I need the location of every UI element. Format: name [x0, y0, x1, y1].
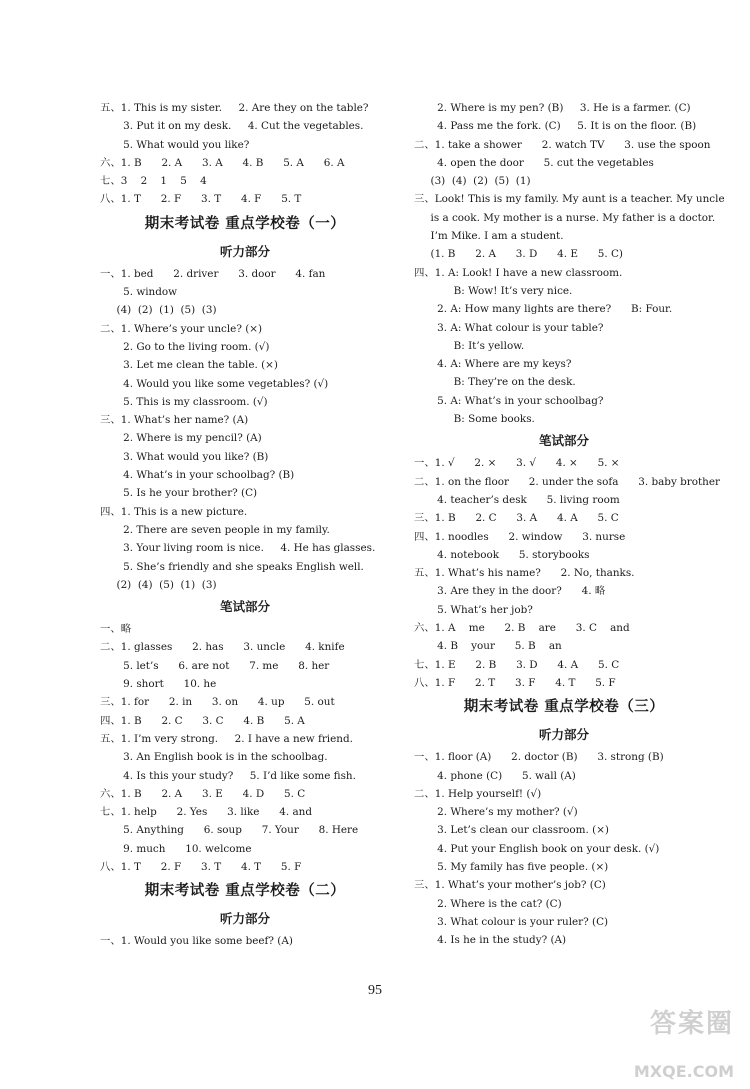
answer-line: 二、1. on the floor 2. under the sofa 3. baby brother [414, 475, 720, 488]
answer-line: 4. phone (C) 5. wall (A) [414, 769, 576, 782]
answer-line: 4. What’s in your schoolbag? (B) [100, 469, 295, 482]
answer-line: 5. let’s 6. are not 7. me 8. her [100, 659, 330, 672]
answer-line: 3. Let’s clean our classroom. (×) [414, 824, 609, 837]
answer-line: 5. window [100, 286, 178, 299]
answer-line: 2. A: How many lights are there? B: Four. [414, 303, 673, 316]
answer-line: 9. short 10. he [100, 678, 217, 691]
answer-line: 2. There are seven people in my family. [100, 523, 330, 536]
right-column [414, 99, 725, 949]
answer-line: 3. Let me clean the table. (×) [100, 359, 278, 372]
answer-line: 三、Look! This is my family. My aunt is a teacher. My uncle [414, 193, 725, 206]
answer-line: (4) (2) (1) (5) (3) [100, 304, 217, 317]
answer-line: 4. teacher’s desk 5. living room [414, 493, 620, 506]
answer-line: 3. Are they in the door? 4. 略 [414, 585, 606, 598]
page-number: 95 [368, 983, 382, 998]
subsection-heading: 听力部分 [219, 243, 270, 259]
answer-line: 4. Would you like some vegetables? (√) [100, 377, 329, 390]
watermark-logo [600, 1003, 740, 1081]
answer-line: 一、略 [100, 623, 132, 636]
answer-line: 八、1. T 2. F 3. T 4. F 5. T [100, 193, 302, 206]
answer-line: 5. A: What’s in your schoolbag? [414, 394, 604, 407]
answer-line: 五、1. This is my sister. 2. Are they on the table? [100, 102, 369, 114]
answer-line: 3. What colour is your ruler? (C) [414, 915, 609, 928]
answer-line: 2. Where is my pencil? (A) [100, 432, 262, 445]
answer-line: 3. Put it on my desk. 4. Cut the vegetables. [100, 120, 364, 133]
answer-line: 八、1. T 2. F 3. T 4. T 5. F [100, 860, 302, 873]
answer-line: 五、1. What’s his name? 2. No, thanks. [414, 567, 635, 580]
answer-line: 二、1. Where’s your uncle? (×) [100, 322, 263, 335]
answer-line: 4. B your 5. B an [414, 640, 562, 653]
answer-line: 3. An English book is in the schoolbag. [100, 751, 328, 764]
watermark-top-text: 答案圈 [649, 1009, 734, 1039]
answer-line: 三、1. for 2. in 3. on 4. up 5. out [100, 696, 335, 709]
answer-line: 一、1. floor (A) 2. doctor (B) 3. strong (B) [414, 751, 664, 764]
answer-line: 4. Pass me the fork. (C) 5. It is on the floor. (B) [414, 120, 697, 133]
answer-line: 5. Is he your brother? (C) [100, 487, 258, 500]
answer-line: 4. Is he in the study? (A) [414, 934, 567, 947]
answer-line: 5. What would you like? [100, 138, 250, 151]
answer-line: 二、1. Help yourself! (√) [414, 787, 542, 800]
answer-line: 2. Where is the cat? (C) [414, 897, 562, 910]
answer-line: (2) (4) (5) (1) (3) [100, 578, 217, 591]
left-column [100, 99, 390, 951]
answer-line: 3. Your living room is nice. 4. He has glasses. [100, 542, 376, 555]
answer-line: 三、1. What’s your mother’s job? (C) [414, 879, 606, 892]
answer-line: 七、1. help 2. Yes 3. like 4. and [100, 806, 312, 819]
answer-line: 3. A: What colour is your table? [414, 321, 604, 334]
answer-line: B: It’s yellow. [414, 339, 525, 352]
section-heading: 期末考试卷 重点学校卷（二） [144, 883, 346, 900]
answer-line: 一、1. bed 2. driver 3. door 4. fan [100, 267, 326, 280]
answer-line: 三、1. B 2. C 3. A 4. A 5. C [414, 512, 619, 525]
answer-line: B: Wow! It’s very nice. [414, 284, 573, 297]
watermark-bottom-text: MXQE.COM [633, 1062, 734, 1081]
section-heading: 期末考试卷 重点学校卷（一） [144, 215, 346, 232]
answer-line: 一、1. Would you like some beef? (A) [100, 935, 293, 948]
answer-line: 5. Anything 6. soup 7. Your 8. Here [100, 824, 359, 837]
answer-line: 4. A: Where are my keys? [414, 358, 572, 371]
answer-line: 5. What’s her job? [414, 603, 533, 616]
subsection-heading: 听力部分 [538, 727, 589, 743]
answer-line: 5. This is my classroom. (√) [100, 395, 268, 408]
answer-line: 一、1. √ 2. × 3. √ 4. × 5. × [414, 457, 620, 470]
subsection-heading: 笔试部分 [538, 433, 589, 449]
subsection-heading: 笔试部分 [219, 599, 270, 615]
answer-line: 4. Put your English book on your desk. (√) [414, 842, 660, 855]
answer-line: 五、1. I’m very strong. 2. I have a new friend. [100, 732, 353, 745]
answer-line: 四、1. A: Look! I have a new classroom. [414, 266, 623, 279]
subsection-heading: 听力部分 [219, 911, 270, 927]
answer-line: 5. My family has five people. (×) [414, 860, 609, 873]
answer-line: (3) (4) (2) (5) (1) [414, 175, 531, 188]
answer-line: 七、3 2 1 5 4 [100, 175, 207, 188]
answer-line: 三、1. What’s her name? (A) [100, 414, 249, 427]
answer-line: 4. notebook 5. storybooks [414, 548, 590, 561]
answer-line: 4. Is this your study? 5. I’d like some fish. [100, 769, 356, 782]
answer-line: 六、1. B 2. A 3. A 4. B 5. A 6. A [100, 156, 345, 169]
answer-line: 七、1. E 2. B 3. D 4. A 5. C [414, 658, 620, 671]
answer-line: 5. She’s friendly and she speaks English well. [100, 560, 364, 573]
answer-line: 9. much 10. welcome [100, 842, 252, 855]
answer-line: I’m Mike. I am a student. [414, 230, 564, 243]
answer-line: 六、1. A me 2. B are 3. C and [414, 622, 630, 635]
answer-line: 四、1. B 2. C 3. C 4. B 5. A [100, 714, 305, 727]
answer-line: (1. B 2. A 3. D 4. E 5. C) [414, 248, 623, 261]
answer-line: 二、1. glasses 2. has 3. uncle 4. knife [100, 641, 345, 654]
answer-line: B: Some books. [414, 413, 535, 426]
answer-line: 4. open the door 5. cut the vegetables [414, 156, 654, 169]
answer-line: 2. Go to the living room. (√) [100, 340, 270, 353]
answer-line: is a cook. My mother is a nurse. My father is a doctor. [414, 211, 716, 224]
answer-line: 六、1. B 2. A 3. E 4. D 5. C [100, 787, 306, 800]
answer-line: 3. What would you like? (B) [100, 450, 269, 463]
answer-line: 2. Where is my pen? (B) 3. He is a farmer. (C) [414, 102, 691, 114]
section-heading: 期末考试卷 重点学校卷（三） [463, 699, 665, 716]
answer-line: 2. Where’s my mother? (√) [414, 806, 578, 819]
answer-line: B: They’re on the desk. [414, 376, 576, 389]
answer-line: 四、1. This is a new picture. [100, 505, 248, 518]
answer-line: 二、1. take a shower 2. watch TV 3. use the spoon [414, 138, 711, 151]
answer-line: 八、1. F 2. T 3. F 4. T 5. F [414, 676, 616, 689]
answer-line: 四、1. noodles 2. window 3. nurse [414, 530, 626, 543]
